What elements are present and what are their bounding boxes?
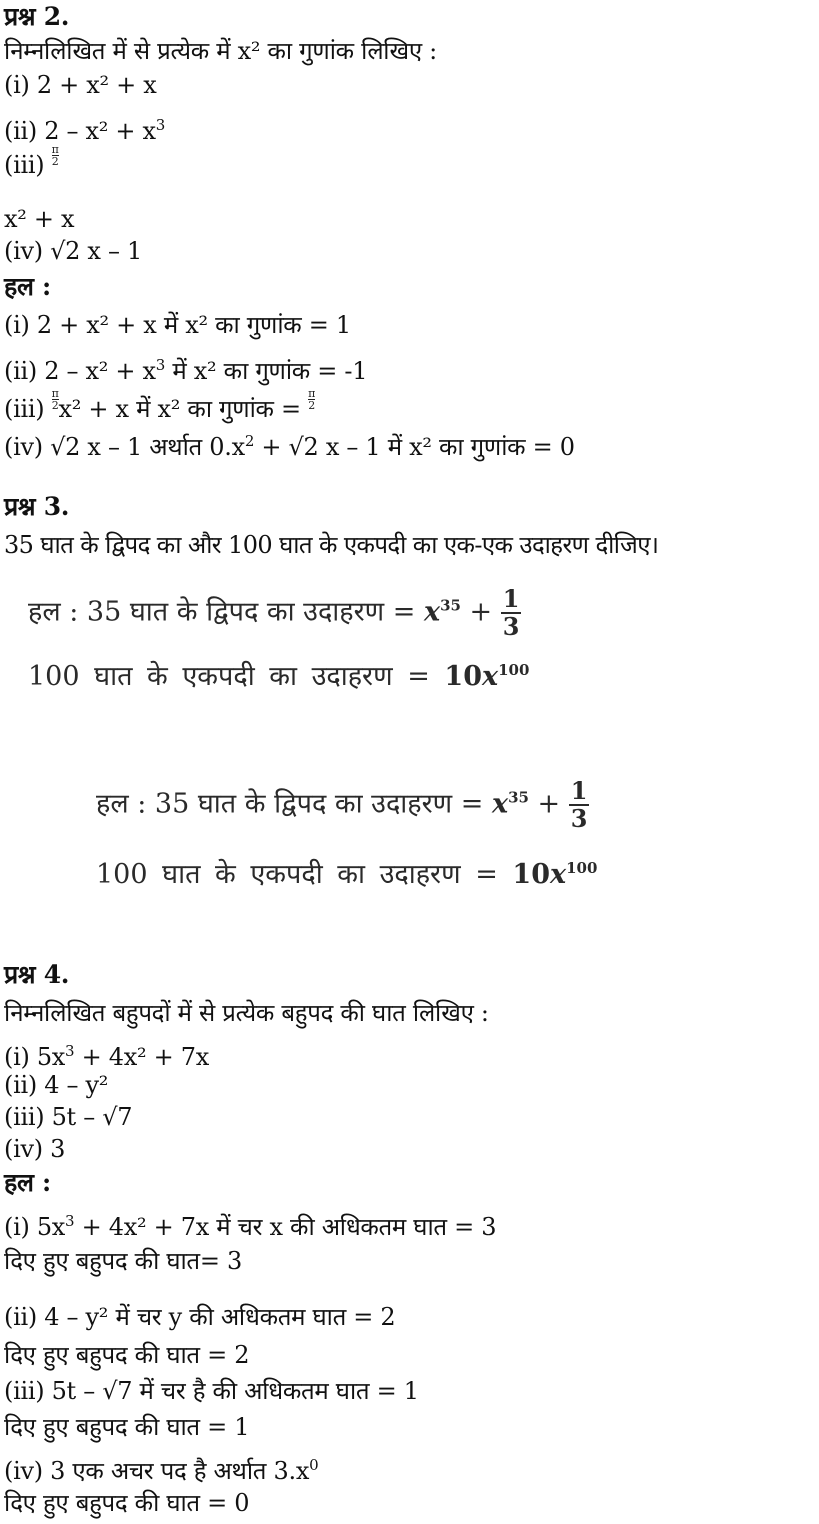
img2-line2: [96, 854, 597, 891]
q4-s1-b: + 4x² + 7x में चर x की अधिकतम घात = 3: [74, 1213, 497, 1241]
q4-solution-4: [4, 1450, 318, 1486]
q4-i1-a: (i) 5x: [4, 1043, 66, 1071]
frac-den: 2: [51, 155, 59, 168]
img1-line2-text: 100 घात के एकपदी का उदाहरण =: [28, 661, 445, 692]
img1-exp: 35: [440, 596, 461, 615]
q4-i1-b: + 4x² + 7x: [74, 1043, 209, 1071]
img2-exp: 35: [508, 788, 529, 807]
q2-sol4-sup: 2: [244, 432, 255, 450]
q4-heading: प्रश्न 4.: [4, 960, 70, 989]
img2-line1-text: हल : 35 घात के द्विपद का उदाहरण =: [96, 788, 492, 820]
q2-heading: प्रश्न 2.: [4, 2, 70, 31]
frac-den: 2: [51, 399, 59, 412]
q2-solution-2: [4, 350, 367, 386]
q2-solution-1: (i) 2 + x² + x में x² का गुणांक = 1: [4, 311, 351, 339]
q4-s4-sup: 0: [309, 1456, 319, 1474]
img2-line1: [96, 778, 589, 832]
q4-i1-sup: 3: [65, 1042, 75, 1060]
q2-item-2-sup: 3: [155, 116, 166, 134]
q2-item-3-text: (iii): [4, 151, 52, 179]
q4-solution-1: [4, 1206, 496, 1242]
img2-var: x: [491, 788, 509, 820]
one-third-fraction: [569, 778, 590, 832]
img2-var2: x: [549, 859, 567, 890]
q3-heading: प्रश्न 3.: [4, 492, 70, 521]
q3-answer-image-2: [90, 764, 690, 894]
q4-item-1: [4, 1036, 209, 1072]
frac-num: 1: [570, 776, 588, 805]
q4-solution-3: (iii) 5t – √7 में चर है की अधिकतम घात = 1: [4, 1377, 419, 1405]
q2-prompt: निम्नलिखित में से प्रत्येक में x² का गुणांक लिखिए :: [4, 37, 437, 65]
img1-line2: [28, 656, 529, 693]
img1-line1-text: हल : 35 घात के द्विपद का उदाहरण =: [28, 596, 424, 628]
q2-item-3: [4, 144, 59, 180]
frac-den: 3: [570, 804, 588, 833]
pi-over-2-fraction: [308, 388, 315, 411]
q4-solution-4-degree: दिए हुए बहुपद की घात = 0: [4, 1489, 250, 1517]
q2-solution-4: [4, 426, 575, 462]
frac-num: π: [51, 387, 59, 400]
img2-line2-text: 100 घात के एकपदी का उदाहरण =: [96, 859, 513, 890]
q4-solution-3-degree: दिए हुए बहुपद की घात = 1: [4, 1413, 250, 1441]
img2-coef: 10: [512, 859, 550, 890]
pi-over-2-fraction: [52, 144, 59, 167]
frac-num: π: [308, 387, 316, 400]
q2-item-2-text: (ii) 2 – x² + x: [4, 117, 156, 145]
q2-sol2-sup: 3: [155, 356, 166, 374]
q4-item-2: (ii) 4 – y²: [4, 1071, 109, 1099]
q4-solution-2-degree: दिए हुए बहुपद की घात = 2: [4, 1341, 250, 1369]
img1-var2: x: [481, 661, 499, 692]
img2-exp2: 100: [566, 859, 598, 877]
q2-sol4-a: (iv) √2 x – 1 अर्थात 0.x: [4, 433, 245, 461]
q2-item-2: [4, 110, 165, 146]
q4-s1-sup: 3: [65, 1212, 75, 1230]
q2-item-4: (iv) √2 x – 1: [4, 237, 142, 265]
q2-sol2-b: में x² का गुणांक = -1: [165, 357, 368, 385]
q4-item-4: (iv) 3: [4, 1135, 66, 1163]
img2-plus: +: [528, 788, 569, 820]
q2-sol4-b: + √2 x – 1 में x² का गुणांक = 0: [254, 433, 575, 461]
frac-den: 3: [502, 612, 520, 641]
q2-solution-label: हल :: [4, 272, 51, 301]
q4-prompt: निम्नलिखित बहुपदों में से प्रत्येक बहुपद की घात लिखिए :: [4, 999, 489, 1027]
q2-sol3-b: x² + x में x² का गुणांक =: [58, 395, 309, 423]
q2-solution-3: [4, 388, 315, 424]
q4-s1-a: (i) 5x: [4, 1213, 66, 1241]
q4-item-3: (iii) 5t – √7: [4, 1103, 133, 1131]
one-third-fraction: [501, 586, 522, 640]
q3-answer-image-1: [20, 572, 660, 702]
q2-item-1: (i) 2 + x² + x: [4, 71, 157, 99]
q4-solution-label: हल :: [4, 1168, 51, 1197]
frac-den: 2: [308, 399, 315, 412]
img1-coef: 10: [444, 661, 482, 692]
img1-line1: [28, 586, 521, 640]
pi-over-2-fraction: [52, 388, 59, 411]
q2-sol2-a: (ii) 2 – x² + x: [4, 357, 156, 385]
frac-num: 1: [502, 584, 520, 613]
q3-prompt: 35 घात के द्विपद का और 100 घात के एकपदी का एक-एक उदाहरण दीजिए।: [4, 531, 659, 559]
q4-s4-a: (iv) 3 एक अचर पद है अर्थात 3.x: [4, 1457, 310, 1485]
q4-solution-1-degree: दिए हुए बहुपद की घात= 3: [4, 1247, 242, 1275]
q4-solution-2: (ii) 4 – y² में चर y की अधिकतम घात = 2: [4, 1303, 396, 1331]
q2-item-3-cont: x² + x: [4, 205, 75, 233]
img1-plus: +: [460, 596, 501, 628]
frac-num: π: [51, 143, 59, 156]
img1-var: x: [423, 596, 441, 628]
img1-exp2: 100: [498, 661, 530, 679]
q2-sol3-a: (iii): [4, 395, 52, 423]
